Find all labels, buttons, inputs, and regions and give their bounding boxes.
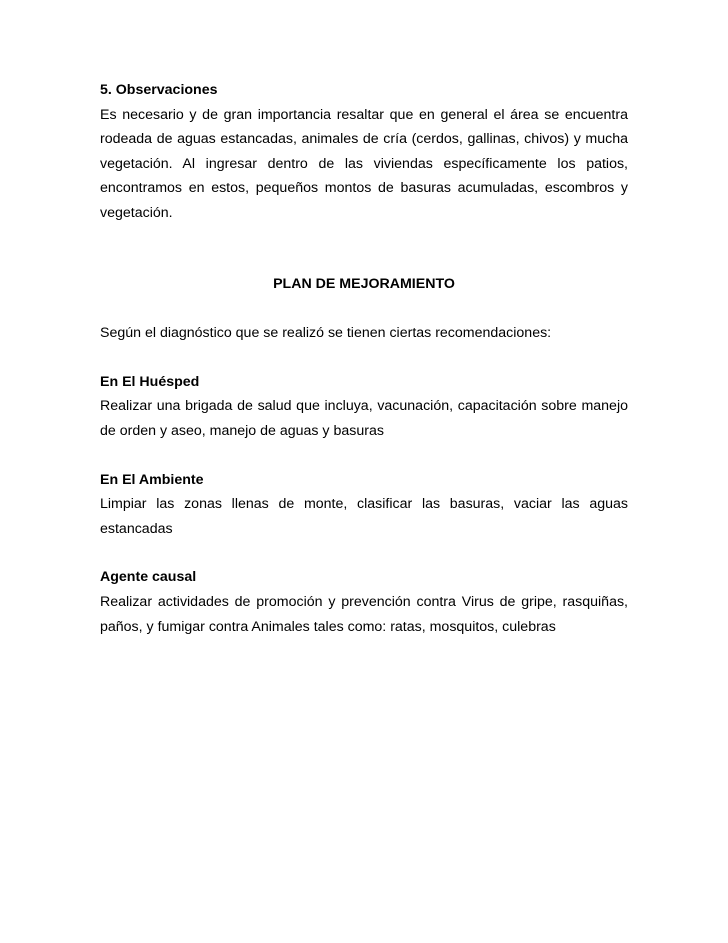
document-page (100, 78, 628, 639)
observaciones-heading: 5. Observaciones (100, 82, 218, 98)
plan-title: PLAN DE MEJORAMIENTO (273, 275, 455, 292)
agente-causal-paragraph: Realizar actividades de promoción y prevención contra Virus de gripe, rasquiñas, paños, y fumigar contra Animales tales como: ratas, mosquitos, culebras (100, 593, 628, 635)
spacer (100, 226, 628, 272)
ambiente-paragraph: Limpiar las zonas llenas de monte, clasificar las basuras, vaciar las aguas estancadas (100, 496, 628, 537)
ambiente-heading: En El Ambiente (100, 471, 204, 488)
spacer (100, 346, 628, 370)
agente-causal-heading: Agente causal (100, 569, 197, 586)
huesped-heading: En El Huésped (100, 373, 200, 390)
observaciones-paragraph: Es necesario y de gran importancia resaltar que en general el área se encuentra rodeada de aguas estancadas, animales de cría (cerdos, gallinas, chivos) y mucha vegetación. Al ingresar dentro de las viviendas específicamente los patios, encontramos en estos, pequeños montos de basuras acumuladas, escombros y vegetación. (100, 106, 628, 221)
plan-intro: Según el diagnóstico que se realizó se tienen ciertas recomendaciones: (100, 325, 552, 342)
spacer (100, 541, 628, 565)
spacer (100, 444, 628, 468)
huesped-paragraph: Realizar una brigada de salud que incluya, vacunación, capacitación sobre manejo de orden y aseo, manejo de aguas y basuras (100, 398, 628, 439)
spacer (100, 296, 628, 321)
